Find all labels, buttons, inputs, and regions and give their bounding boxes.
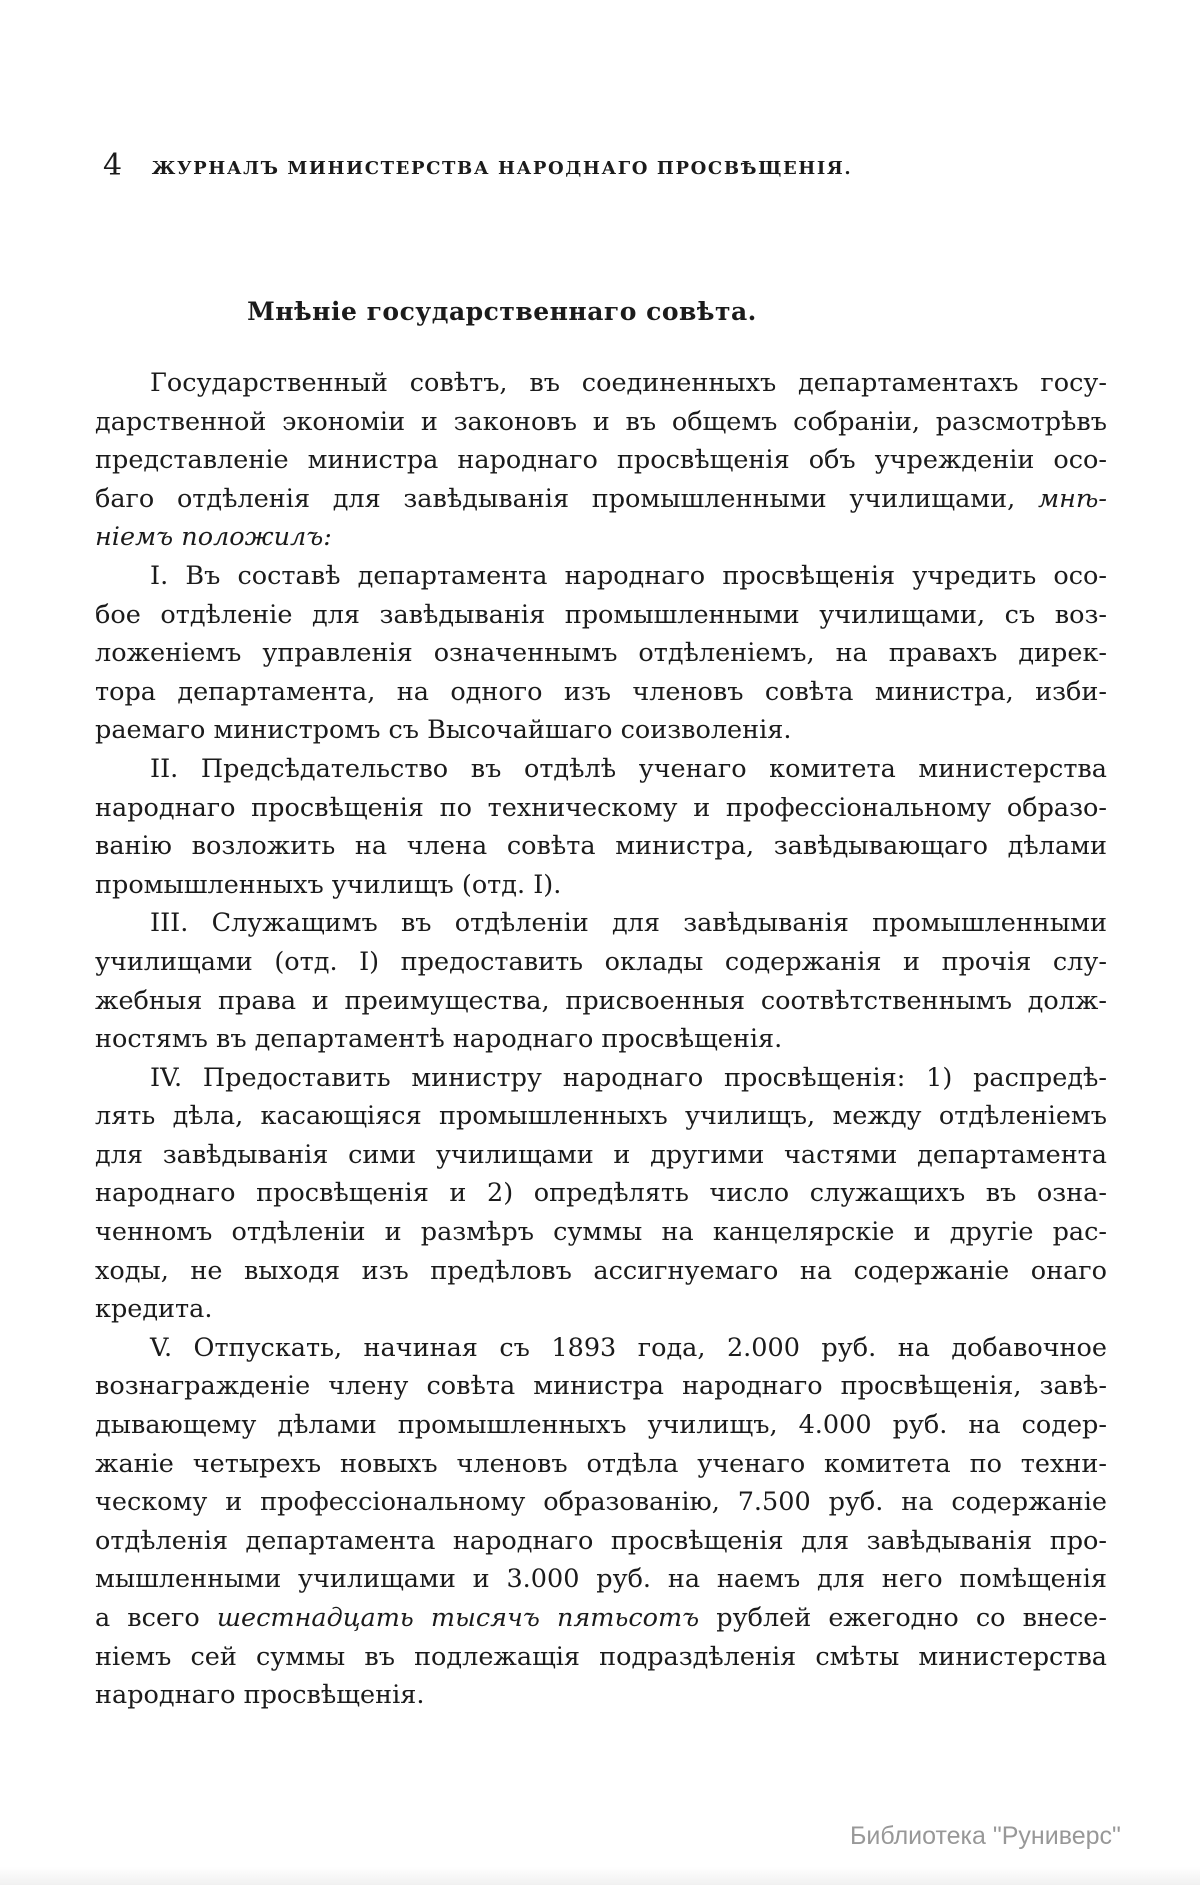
- text-segment: ніемъ сей суммы въ подлежащія подраздѣленія смѣты министерства: [95, 1641, 1107, 1672]
- text-segment: III. Служащимъ въ отдѣленіи для завѣдыванія промышленными: [150, 908, 1107, 939]
- running-title: ЖУРНАЛЪ МИНИСТЕРСТВА НАРОДНАГО ПРОСВѢЩЕНІЯ.: [151, 158, 853, 179]
- text-line: [95, 1483, 1107, 1522]
- text-segment: ностямъ въ департаментѣ народнаго просвѣщенія.: [95, 1024, 783, 1055]
- text-line: [95, 1213, 1107, 1252]
- text-segment: ченномъ отдѣленіи и размѣръ суммы на канцелярскіе и другіе рас-: [95, 1217, 1107, 1248]
- italic-text: шестнадцать тысячъ пятьсотъ: [216, 1603, 700, 1633]
- text-line: [95, 1406, 1107, 1445]
- page-number: 4: [103, 148, 123, 183]
- text-segment: Государственный совѣтъ, въ соединенныхъ департаментахъ госу-: [150, 368, 1107, 398]
- paragraph: [95, 557, 1107, 750]
- text-line: [95, 1059, 1107, 1098]
- text-segment: народнаго просвѣщенія по техническому и профессіональному образо-: [95, 792, 1107, 823]
- paragraph: [95, 1059, 1107, 1329]
- italic-text: ніемъ положилъ:: [95, 522, 332, 553]
- text-segment: ванію возложить на члена совѣта министра, завѣдывающаго дѣлами: [95, 831, 1107, 862]
- text-segment: тора департамента, на одного изъ членовъ совѣта министра, изби-: [95, 676, 1107, 707]
- text-line: [95, 1599, 1107, 1638]
- text-segment: дарственной экономіи и законовъ и въ общемъ собраніи, разсмотрѣвъ: [95, 406, 1107, 437]
- text-line: [95, 711, 1107, 750]
- text-line: [95, 1522, 1107, 1561]
- text-line: [95, 1560, 1107, 1599]
- paragraph: [95, 364, 1107, 557]
- text-segment: мышленными училищами и 3.000 руб. на наемъ для него помѣщенія: [95, 1564, 1107, 1595]
- text-segment: для завѣдыванія сими училищами и другими частями департамента: [95, 1139, 1107, 1170]
- text-segment: народнаго просвѣщенія.: [95, 1680, 425, 1711]
- text-segment: баго отдѣленія для завѣдыванія промышленными училищами,: [95, 483, 1038, 514]
- text-line: [95, 1445, 1107, 1484]
- text-segment: а всего: [95, 1603, 217, 1633]
- text-segment: училищами (отд. I) предоставить оклады содержанія и прочія слу-: [95, 946, 1107, 977]
- text-line: [95, 596, 1107, 635]
- text-segment: вознагражденіе члену совѣта министра народнаго просвѣщенія, завѣ-: [95, 1371, 1107, 1402]
- text-segment: ложеніемъ управленія означеннымъ отдѣленіемъ, на правахъ дирек-: [95, 638, 1107, 669]
- text-segment: IV. Предоставить министру народнаго просвѣщенія: 1) распредѣ-: [150, 1062, 1107, 1093]
- text-line: [95, 634, 1107, 673]
- text-line: [95, 1252, 1107, 1291]
- text-line: [95, 1329, 1107, 1368]
- text-line: [95, 557, 1107, 596]
- text-line: [95, 1174, 1107, 1213]
- text-segment: жаніе четырехъ новыхъ членовъ отдѣла ученаго комитета по техни-: [95, 1448, 1107, 1479]
- paragraph: [95, 1329, 1107, 1715]
- text-segment: бое отдѣленіе для завѣдыванія промышленными училищами, съ воз-: [95, 599, 1107, 630]
- text-segment: отдѣленія департамента народнаго просвѣщенія для завѣдыванія про-: [95, 1525, 1107, 1556]
- paragraph: [95, 750, 1107, 904]
- text-line: [95, 982, 1107, 1021]
- text-line: [95, 1136, 1107, 1175]
- body-text: [95, 364, 1107, 1715]
- italic-text: мнѣ-: [1037, 483, 1107, 514]
- paragraph: [95, 904, 1107, 1058]
- text-line: [95, 904, 1107, 943]
- text-line: [95, 403, 1107, 442]
- text-line: [95, 364, 1107, 403]
- text-segment: жебныя права и преимущества, присвоенныя соотвѣтственнымъ долж-: [95, 985, 1107, 1016]
- scan-edge: [0, 1867, 1200, 1885]
- text-line: [95, 441, 1107, 480]
- text-line: [95, 480, 1107, 519]
- text-segment: промышленныхъ училищъ (отд. I).: [95, 869, 562, 900]
- text-line: [95, 827, 1107, 866]
- text-line: [95, 789, 1107, 828]
- text-line: [95, 518, 1107, 557]
- text-line: [95, 1020, 1107, 1059]
- text-segment: дывающему дѣлами промышленныхъ училищъ, 4.000 руб. на содер-: [95, 1410, 1107, 1441]
- text-segment: ходы, не выходя изъ предѣловъ ассигнуемаго на содержаніе онаго: [95, 1255, 1107, 1286]
- text-line: [95, 1097, 1107, 1136]
- text-line: [95, 1638, 1107, 1677]
- text-segment: I. Въ составѣ департамента народнаго просвѣщенія учредить осо-: [150, 560, 1107, 591]
- text-segment: раемаго министромъ съ Высочайшаго соизволенія.: [95, 715, 792, 746]
- text-segment: представленіе министра народнаго просвѣщенія объ учрежденіи осо-: [95, 445, 1107, 476]
- library-watermark: Библиотека "Руниверс": [850, 1822, 1121, 1850]
- text-segment: лять дѣла, касающіяся промышленныхъ училищъ, между отдѣленіемъ: [95, 1101, 1107, 1132]
- text-segment: рублей ежегодно со внесе-: [699, 1603, 1108, 1633]
- text-segment: кредита.: [95, 1294, 213, 1325]
- section-heading: Мнѣніе государственнаго совѣта.: [247, 297, 757, 326]
- text-segment: V. Отпускать, начиная съ 1893 года, 2.000 руб. на добавочное: [150, 1332, 1107, 1363]
- text-line: [95, 750, 1107, 789]
- text-line: [95, 866, 1107, 905]
- text-line: [95, 1367, 1107, 1406]
- text-line: [95, 943, 1107, 982]
- text-segment: ческому и профессіональному образованію, 7.500 руб. на содержаніе: [95, 1487, 1107, 1518]
- text-line: [95, 1676, 1107, 1715]
- text-line: [95, 673, 1107, 712]
- text-segment: народнаго просвѣщенія и 2) опредѣлять число служащихъ въ озна-: [95, 1178, 1107, 1209]
- text-line: [95, 1290, 1107, 1329]
- text-segment: II. Предсѣдательство въ отдѣлѣ ученаго комитета министерства: [150, 753, 1107, 784]
